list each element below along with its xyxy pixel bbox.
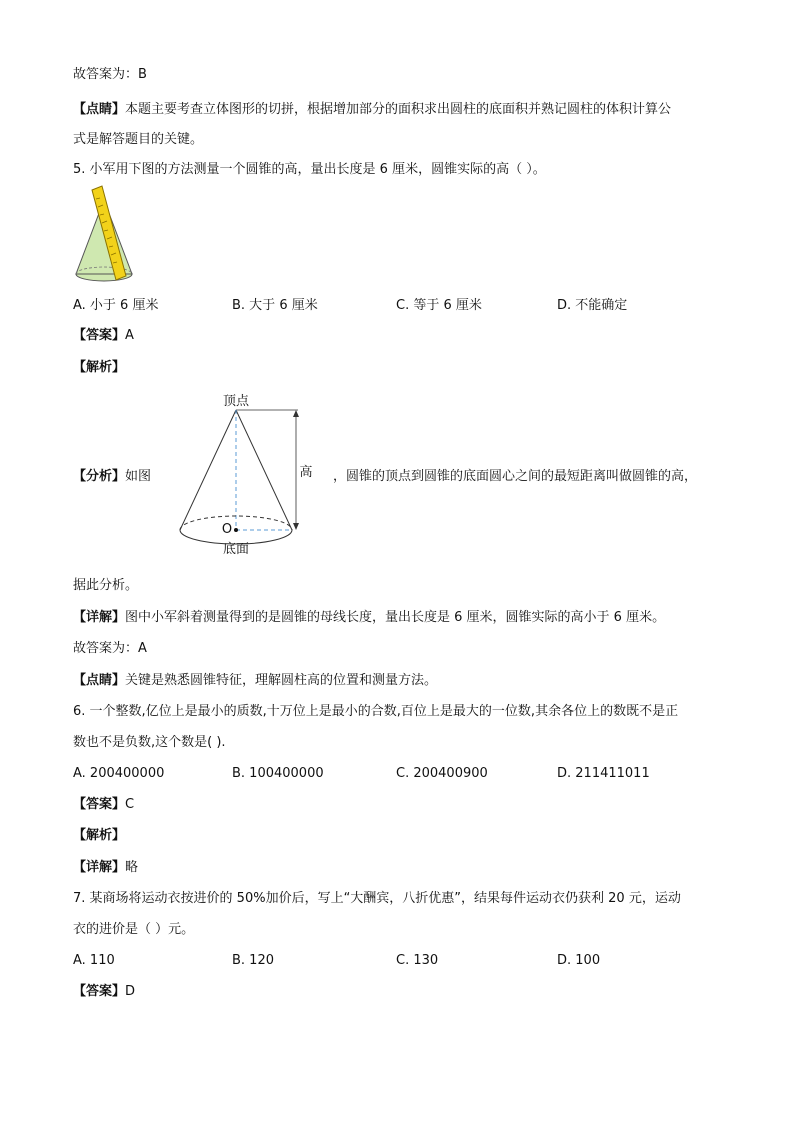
apex-label: 顶点 <box>222 394 250 409</box>
q5-option-d: D. 不能确定 <box>557 298 628 313</box>
cone-ruler-illustration <box>70 184 142 288</box>
q6-answer: 【答案】C <box>73 797 135 812</box>
prev-final-answer: 故答案为：B <box>73 67 147 82</box>
q5-final: 故答案为：A <box>73 641 147 656</box>
q6-stem-line-1: 6. 一个整数,亿位上是最小的质数,十万位上是最小的合数,百位上是最大的一位数,其余各位上的数既不是正 <box>73 704 679 719</box>
cone-left-edge <box>180 410 236 530</box>
q6-option-b: B. 100400000 <box>232 766 324 781</box>
q5-stem: 5. 小军用下图的方法测量一个圆锥的高，量出长度是 6 厘米，圆锥实际的高（ ）。 <box>73 162 546 177</box>
height-label: 高 <box>299 465 313 480</box>
q6-stem-line-2: 数也不是负数,这个数是( ). <box>73 735 226 750</box>
q7-option-d: D. 100 <box>557 953 601 968</box>
prev-comment-line-1 <box>73 101 671 119</box>
q7-option-a: A. 110 <box>73 953 115 968</box>
center-dot <box>234 528 238 532</box>
q5-detail: 【详解】图中小军斜着测量得到的是圆锥的母线长度，量出长度是 6 厘米，圆锥实际的高小于 6 厘米。 <box>73 610 666 625</box>
q7-stem-line-1: 7. 某商场将运动衣按进价的 50%加价后，写上“大酬宾，八折优惠”，结果每件运动衣仍获利 20 元，运动 <box>73 891 681 906</box>
q5-fenxi-end: 据此分析。 <box>73 578 139 593</box>
cone-right-edge <box>236 410 292 530</box>
q7-option-c: C. 130 <box>396 953 439 968</box>
center-label: O <box>221 522 233 537</box>
q5-answer: 【答案】A <box>73 328 134 343</box>
q6-option-c: C. 200400900 <box>396 766 488 781</box>
comment-tag: 【点睛】 <box>73 102 126 117</box>
q7-answer: 【答案】D <box>73 984 136 999</box>
base-label: 底面 <box>222 542 250 557</box>
q6-option-d: D. 211411011 <box>557 766 650 781</box>
q6-analysis-tag: 【解析】 <box>73 828 126 843</box>
comment-text: 本题主要考查立体图形的切拼，根据增加部分的面积求出圆柱的底面积并熟记圆柱的体积计算公 <box>125 102 672 117</box>
q5-analysis-tag: 【解析】 <box>73 360 126 375</box>
q5-option-a: A. 小于 6 厘米 <box>73 298 159 313</box>
q6-option-a: A. 200400000 <box>73 766 165 781</box>
height-arrow-bottom <box>293 523 299 530</box>
q7-option-b: B. 120 <box>232 953 274 968</box>
q7-stem-line-2: 衣的进价是（ ）元。 <box>73 922 195 937</box>
cone-height-diagram <box>170 390 330 558</box>
q5-comment: 【点睛】关键是熟悉圆锥特征，理解圆柱高的位置和测量方法。 <box>73 673 438 688</box>
q6-detail: 【详解】略 <box>73 860 139 875</box>
prev-comment-line-2: 式是解答题目的关键。 <box>73 132 204 147</box>
q5-fenxi-lead: 【分析】如图 <box>73 469 152 484</box>
q5-option-c: C. 等于 6 厘米 <box>396 298 482 313</box>
q5-option-b: B. 大于 6 厘米 <box>232 298 318 313</box>
height-arrow-top <box>293 410 299 417</box>
q5-fenxi-text: ，圆锥的顶点到圆锥的底面圆心之间的最短距离叫做圆锥的高， <box>333 469 698 484</box>
